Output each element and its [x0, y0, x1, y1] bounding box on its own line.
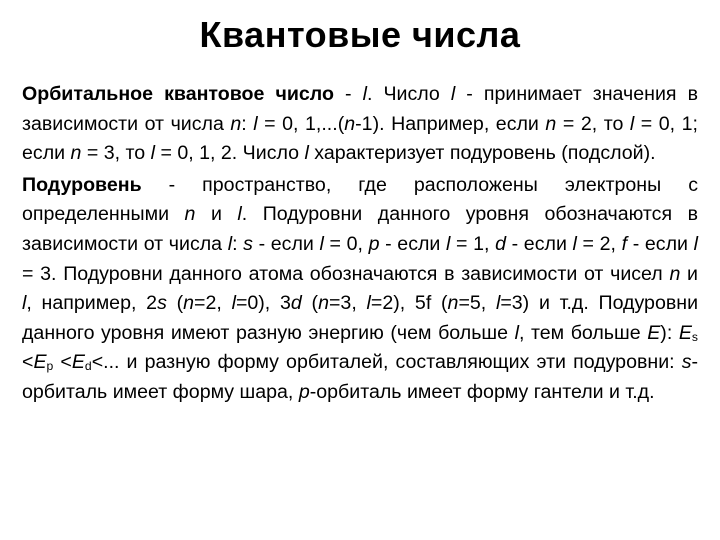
text-span: = 3, то	[81, 142, 151, 165]
symbol-n: n	[669, 262, 681, 285]
symbol-l: l	[319, 232, 324, 255]
text-span: и	[680, 262, 699, 285]
text-span: -1). Например, если	[355, 112, 546, 135]
paragraph-orbital-quantum-number	[22, 80, 698, 169]
term-orbital-quantum-number: Орбитальное квантовое число	[22, 83, 334, 105]
text-span: характеризует подуровень (подслой).	[308, 142, 656, 165]
text-span: = 0,	[323, 232, 369, 255]
text-span: = 0, 1,...(	[257, 112, 345, 135]
symbol-l: l	[366, 292, 371, 315]
symbol-n: n	[183, 292, 195, 315]
text-span: =3) и т.д. Подуровни данного уровня имеют разную энергию (чем больше	[22, 292, 699, 344]
text-span: =3,	[328, 292, 367, 315]
symbol-d: d	[495, 232, 506, 255]
text-span: <... и разную форму орбиталей, составляющих эти подуровни:	[91, 351, 682, 374]
text-span: = 1,	[450, 232, 496, 255]
text-span: :	[241, 112, 254, 135]
symbol-n: n	[318, 292, 329, 315]
symbol-n: n	[70, 142, 82, 165]
text-span: ):	[660, 321, 679, 344]
text-span: - принимает значения в зависимости от числа	[22, 83, 698, 135]
symbol-e: E	[647, 321, 661, 344]
symbol-l: l	[495, 292, 501, 315]
symbol-l: l	[150, 142, 155, 165]
symbol-p: p	[298, 380, 310, 403]
symbol-l: l	[237, 203, 242, 226]
text-span: :	[232, 232, 244, 255]
text-span: -орбиталь имеет форму шара,	[22, 351, 699, 403]
text-span: , тем больше	[518, 321, 648, 344]
slide-body	[22, 80, 698, 408]
text-span: =2), 5f (	[370, 292, 448, 315]
symbol-e: E	[71, 351, 85, 374]
text-span: = 2, то	[556, 112, 630, 135]
subscript-d: d	[84, 359, 92, 374]
symbol-l: l	[362, 83, 367, 105]
text-span: и	[195, 203, 238, 226]
text-span: <	[53, 351, 72, 374]
text-span: - если	[506, 232, 573, 255]
symbol-l: l	[450, 83, 456, 105]
symbol-l: l	[227, 232, 233, 255]
symbol-l: l	[446, 232, 451, 255]
text-span: (	[166, 292, 184, 315]
symbol-l: l	[304, 142, 309, 165]
symbol-l: l	[693, 232, 698, 255]
text-span: - если	[627, 232, 694, 255]
subscript-p: p	[46, 359, 54, 374]
text-span: . Число	[366, 83, 451, 105]
symbol-l: l	[253, 112, 258, 135]
symbol-l: l	[629, 112, 635, 135]
text-span: - если	[379, 232, 447, 255]
text-span: = 2,	[576, 232, 622, 255]
symbol-n: n	[344, 112, 356, 135]
symbol-n: n	[447, 292, 459, 315]
symbol-s: s	[243, 232, 253, 255]
text-span: - если	[252, 232, 320, 255]
paragraph-sublevel	[22, 171, 698, 408]
text-span: =5,	[458, 292, 496, 315]
symbol-d: d	[290, 292, 302, 315]
symbol-l: l	[231, 292, 236, 315]
symbol-n: n	[230, 112, 242, 135]
text-span: - пространство, где расположены электроны с определенными	[22, 173, 698, 226]
text-span: -	[333, 83, 363, 105]
text-span: =2,	[194, 292, 232, 315]
symbol-l: l	[572, 232, 577, 255]
symbol-l: l	[22, 292, 27, 315]
symbol-f: f	[621, 232, 628, 255]
text-span: (	[301, 292, 319, 315]
symbol-n: n	[545, 112, 557, 135]
text-span: . Подуровни данного уровня обозначаются в зависимости от числа	[22, 203, 698, 255]
text-span: = 0, 1; если	[22, 112, 698, 165]
text-span: = 3. Подуровни данного атома обозначаются в зависимости от чисел	[22, 262, 670, 285]
text-span: =0), 3	[235, 292, 291, 315]
symbol-s: s	[681, 351, 692, 374]
text-span: , например, 2	[26, 292, 158, 315]
symbol-l: l	[514, 321, 519, 344]
term-sublevel: Подуровень	[22, 173, 142, 196]
text-span: <	[22, 351, 34, 374]
symbol-e: E	[33, 351, 47, 374]
text-span: = 0, 1, 2. Число	[155, 142, 305, 165]
symbol-p: p	[368, 232, 380, 255]
symbol-n: n	[184, 203, 196, 226]
symbol-e: E	[678, 321, 692, 344]
subscript-s: s	[691, 329, 698, 344]
slide-title: Квантовые числа	[199, 14, 521, 55]
text-span: -орбиталь имеет форму гантели и т.д.	[309, 380, 655, 403]
symbol-s: s	[157, 292, 167, 315]
